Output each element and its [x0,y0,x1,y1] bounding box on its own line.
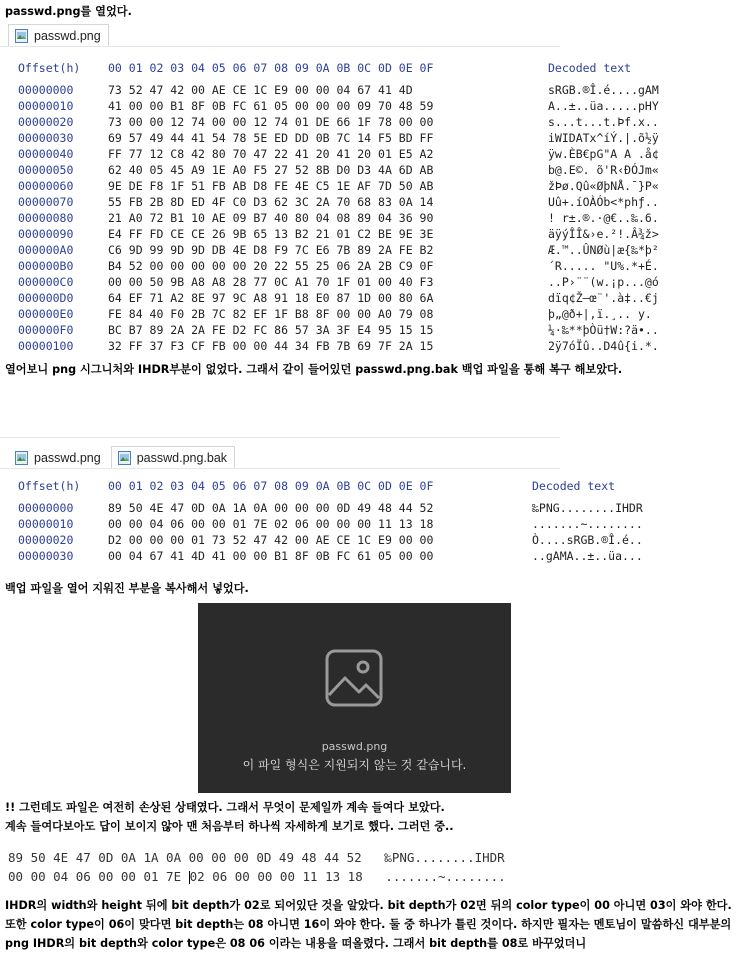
snippet-bytes-b: 02 06 00 00 00 11 13 18 [189,869,363,884]
hex-row[interactable] [18,532,643,548]
paragraph-1: 열어보니 png 시그니처와 IHDR부분이 없었다. 그래서 같이 들어있던 passwd.png.bak 백업 파일을 통해 복구 해보았다. [5,363,623,376]
columns-header: 00 01 02 03 04 05 06 07 08 09 0A 0B 0C 0D 0E 0F [108,479,434,493]
row-offset: 00000020 [18,115,74,129]
row-decoded[interactable]: .......~........ [532,517,643,531]
hex-row[interactable] [18,258,659,274]
row-bytes[interactable]: 00 00 50 9B A8 A8 28 77 0C A1 70 1F 01 00 40 F3 [108,275,434,289]
row-bytes[interactable]: 21 A0 72 B1 10 AE 09 B7 40 80 04 08 89 04 36 90 [108,211,434,225]
tab-label: passwd.png.bak [136,451,228,465]
hex-header [18,60,659,76]
row-decoded[interactable]: Uû+.íOÀÓb<*phƒ.. [548,195,659,209]
row-bytes[interactable]: 73 52 47 42 00 AE CE 1C E9 00 00 04 67 41 4D [108,83,413,97]
row-offset: 00000090 [18,227,74,241]
hex-row[interactable] [18,162,659,178]
row-decoded[interactable]: žÞø.Qû«ØþNÅ.¯}P« [548,179,659,193]
row-decoded[interactable]: iWIDATx^íÝ.|.õ½ÿ [548,131,659,145]
row-bytes[interactable]: E4 FF FD CE CE 26 9B 65 13 B2 21 01 C2 BE 9E 3E [108,227,434,241]
row-offset: 00000060 [18,179,74,193]
row-offset: 00000100 [18,339,74,353]
tab-label: passwd.png [34,29,101,43]
row-decoded[interactable]: 2ÿ7óÏû..D4û{i.*. [548,339,659,353]
row-decoded[interactable]: ‰PNG........IHDR [532,501,643,515]
row-offset: 000000B0 [18,259,74,273]
row-bytes[interactable]: 55 FB 2B 8D ED 4F C0 D3 62 3C 2A 70 68 83 0A 14 [108,195,434,209]
hex-row[interactable] [18,306,659,322]
row-decoded[interactable]: ¼·‰**þÒü†W:?ä•.. [548,323,659,337]
tab-passwd-png[interactable] [8,446,109,469]
image-viewer-error [198,603,511,793]
hex-row[interactable] [18,210,659,226]
paragraph-4: IHDR의 width와 height 뒤에 bit depth가 02로 되어있단 것을 알았다. bit depth가 02면 뒤의 color type이 00 아니면 03이 와야 한다. 또한 color type이 06이 맞다면 bit depth는 08 아니면 16이 와야 한다. 둘 중 하나가 틀린 것이다. 하지만 필자는 멘토님이 말씀하신 대부분의 png IHDR의 bit depth와 color type은 08 06 이라는 내용을 떠올렸다. 그래서 bit depth를 08로 바꾸었더니 [5,899,736,950]
tab-passwd-png-bak[interactable] [111,446,235,469]
hex-row[interactable] [18,274,659,290]
row-decoded[interactable]: A..±..üa.....pHY [548,99,659,113]
row-decoded[interactable]: dïq¢Ž—œ¨'.à‡..€j [548,291,659,305]
row-bytes[interactable]: FF 77 12 C8 42 80 70 47 22 41 20 41 20 01 E5 A2 [108,147,434,161]
hex-row[interactable] [18,516,643,532]
row-bytes[interactable]: 41 00 00 B1 8F 0B FC 61 05 00 00 00 09 70 48 59 [108,99,434,113]
row-bytes[interactable]: 62 40 05 45 A9 1E A0 F5 27 52 8B D0 D3 4A 6D AB [108,163,434,177]
hex-row[interactable] [18,322,659,338]
hex-snippet-line-1 [8,848,505,867]
row-bytes[interactable]: B4 52 00 00 00 00 00 20 22 55 25 06 2A 2B C9 0F [108,259,434,273]
row-offset: 00000020 [18,533,74,547]
row-offset: 00000050 [18,163,74,177]
row-bytes[interactable]: 00 04 67 41 4D 41 00 00 B1 8F 0B FC 61 05 00 00 [108,549,434,563]
hex-row[interactable] [18,338,659,354]
hex-row[interactable] [18,242,659,258]
row-bytes[interactable]: 64 EF 71 A2 8E 97 9C A8 91 18 E0 87 1D 00 80 6A [108,291,434,305]
row-offset: 00000080 [18,211,74,225]
row-decoded[interactable]: ..P›¨¨(w.¡p...@ó [548,275,659,289]
row-decoded[interactable]: Æ.™..ÛNØù|æ{‰*þ² [548,243,659,257]
row-offset: 000000F0 [18,323,74,337]
image-file-icon [118,451,131,465]
decoded-header: Decoded text [548,61,632,75]
row-offset: 000000C0 [18,275,74,289]
row-offset: 000000D0 [18,291,74,305]
row-decoded[interactable]: b@.E©. õ'R‹ÐÓJm« [548,163,659,177]
hex-editor-1[interactable] [18,60,659,354]
snippet-bytes-a: 00 00 04 06 00 00 01 7E [8,869,189,884]
row-decoded[interactable]: ÿw.ÈB€pG"A A .å¢ [548,147,659,161]
row-decoded[interactable]: ..gAMA..±..üa... [532,549,643,563]
image-file-icon [15,451,28,465]
row-decoded[interactable]: þ„@ð+|‚ï.¸.. y. [548,307,652,321]
snippet-bytes: 89 50 4E 47 0D 0A 1A 0A 00 00 00 0D 49 48 44 52 [8,850,362,865]
row-offset: 00000010 [18,99,74,113]
row-offset: 000000E0 [18,307,74,321]
editor2-tabbar [8,446,237,469]
row-offset: 00000000 [18,501,74,515]
row-decoded[interactable]: ´R..... "U%.*+É. [548,259,659,273]
hex-row[interactable] [18,226,659,242]
row-bytes[interactable]: FE 84 40 F0 2B 7C 82 EF 1F B8 8F 00 00 A0 79 08 [108,307,434,321]
hex-row[interactable] [18,82,659,98]
hex-row[interactable] [18,548,643,564]
editor1-tabbar [8,24,111,47]
row-bytes[interactable]: D2 00 00 00 01 73 52 47 42 00 AE CE 1C E9 00 00 [108,533,434,547]
row-offset: 00000030 [18,131,74,145]
paragraph-3: !! 그런데도 파일은 여전히 손상된 상태였다. 그래서 무엇이 문제일까 계속 들여다 보았다. 계속 들여다보아도 답이 보이지 않아 맨 처음부터 하나씩 자세하게 보기로 했다. 그러던 중.. [5,801,454,833]
row-bytes[interactable]: 00 00 04 06 00 00 01 7E 02 06 00 00 00 11 13 18 [108,517,434,531]
hex-row[interactable] [18,98,659,114]
row-offset: 00000000 [18,83,74,97]
tab-label: passwd.png [34,451,101,465]
row-decoded[interactable]: Ò....sRGB.®Î.é.. [532,533,643,547]
intro-text: passwd.png를 열었다. [5,5,132,18]
viewer-filename: passwd.png [321,740,388,753]
image-file-icon [15,29,28,43]
row-bytes[interactable]: C6 9D 99 9D 9D DB 4E D8 F9 7C E6 7B 89 2A FE B2 [108,243,434,257]
hex-snippet-line-2 [8,867,506,886]
row-bytes[interactable]: 89 50 4E 47 0D 0A 1A 0A 00 00 00 0D 49 48 44 52 [108,501,434,515]
hex-row[interactable] [18,194,659,210]
hex-row[interactable] [18,500,643,516]
row-bytes[interactable]: BC B7 89 2A 2A FE D2 FC 86 57 3A 3F E4 95 15 15 [108,323,434,337]
row-bytes[interactable]: 9E DE F8 1F 51 FB AB D8 FE 4E C5 1E AF 7D 50 AB [108,179,434,193]
offset-header: Offset(h) [18,479,81,493]
row-bytes[interactable]: 32 FF 37 F3 CF FB 00 00 44 34 FB 7B 69 7F 2A 15 [108,339,434,353]
row-decoded[interactable]: äÿýÎÎ&›e.²!.Â¾ž> [548,227,659,241]
hex-row[interactable] [18,290,659,306]
row-decoded[interactable]: ! r±.®.·@€..‰.6. [548,211,659,225]
snippet-decoded: ‰PNG........IHDR [384,850,505,865]
row-offset: 00000040 [18,147,74,161]
offset-header: Offset(h) [18,61,81,75]
snippet-decoded: .......~........ [385,869,506,884]
row-bytes[interactable]: 73 00 00 12 74 00 00 12 74 01 DE 66 1F 78 00 00 [108,115,434,129]
row-offset: 00000010 [18,517,74,531]
hex-header [18,478,643,494]
row-offset: 000000A0 [18,243,74,257]
image-placeholder-icon [324,648,384,708]
row-decoded[interactable]: s...t...t.Þf.x.. [548,115,659,129]
row-offset: 00000070 [18,195,74,209]
hex-row[interactable] [18,114,659,130]
decoded-header: Decoded text [532,479,616,493]
tab-passwd-png[interactable] [8,24,109,47]
hex-row[interactable] [18,146,659,162]
hex-row[interactable] [18,178,659,194]
row-offset: 00000030 [18,549,74,563]
paragraph-2: 백업 파일을 열어 지워진 부분을 복사해서 넣었다. [5,582,249,595]
row-bytes[interactable]: 69 57 49 44 41 54 78 5E ED DD 0B 7C 14 F5 BD FF [108,131,434,145]
hex-row[interactable] [18,130,659,146]
hex-editor-2[interactable] [18,478,643,564]
viewer-message: 이 파일 형식은 지원되지 않는 것 같습니다. [242,758,467,772]
columns-header: 00 01 02 03 04 05 06 07 08 09 0A 0B 0C 0D 0E 0F [108,61,434,75]
row-decoded[interactable]: sRGB.®Î.é....gAM [548,83,659,97]
